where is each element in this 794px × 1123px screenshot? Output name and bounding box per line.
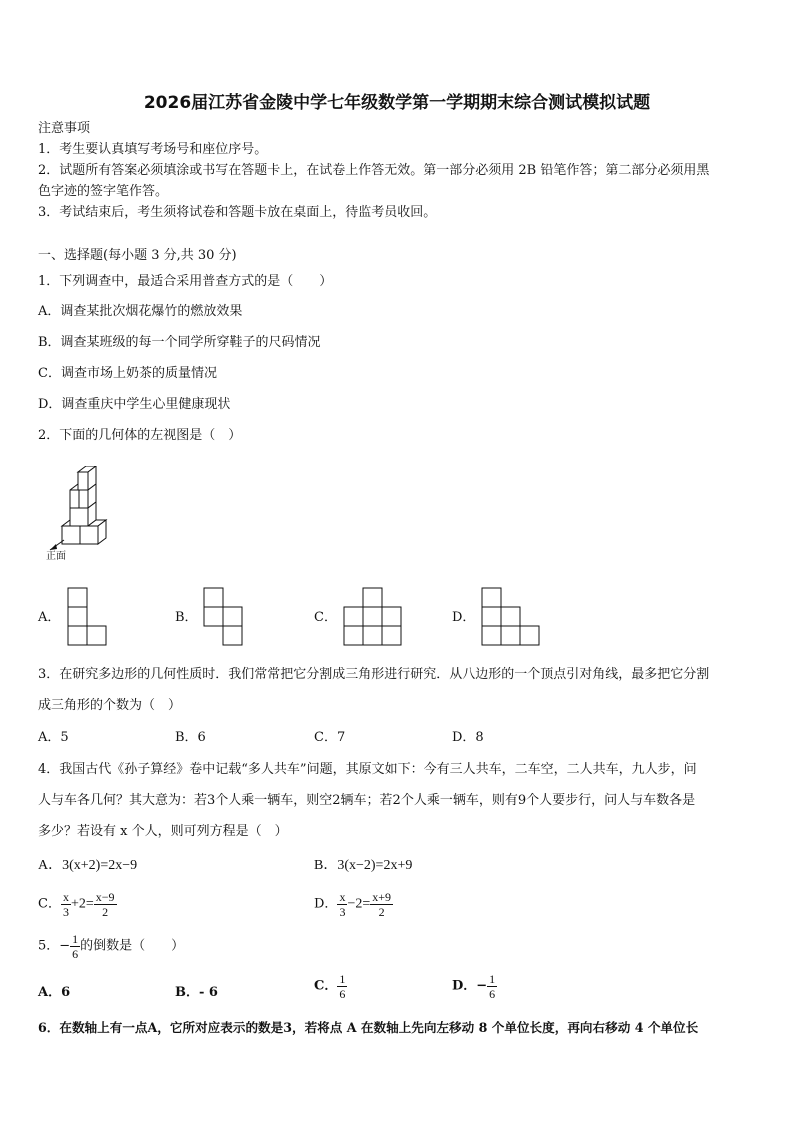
question-3-option-a: A．5 [38, 730, 69, 745]
question-1-option-b: B．调查某班级的每一个同学所穿鞋子的尺码情况 [38, 335, 321, 350]
note-item: 3．考试结束后，考生须将试卷和答题卡放在桌面上，待监考员收回。 [38, 205, 437, 220]
note-item: 色字迹的签字笔作答。 [38, 184, 169, 199]
view-option-c [343, 587, 405, 647]
fraction [61, 890, 71, 919]
section-heading: 一、选择题(每小题 3 分,共 30 分) [38, 248, 237, 263]
view-option-d [481, 587, 543, 647]
question-1-option-c: C．调查市场上奶茶的质量情况 [38, 366, 217, 381]
question-2-label-a: A． [38, 610, 61, 625]
question-3-option-d: D．8 [452, 730, 484, 745]
denominator: 2 [102, 905, 109, 919]
numerator: 1 [489, 972, 496, 986]
question-5-option-a: A．6 [38, 985, 71, 1000]
numerator: 1 [339, 972, 346, 986]
question-5-suffix: 的倒数是（ ） [80, 938, 185, 954]
operator: +2= [70, 896, 94, 912]
question-4-stem: 4．我国古代《孙子算经》卷中记载“多人共车”问题，其原文如下：今有三人共车，二车空，二人共车，九人步，问 [38, 762, 697, 777]
option-label: D．− [452, 978, 488, 994]
question-2-label-b: B． [175, 610, 198, 625]
denominator: 3 [62, 905, 69, 919]
question-1-option-a: A．调查某批次烟花爆竹的燃放效果 [38, 304, 243, 319]
question-3-stem: 成三角形的个数为（ ） [38, 698, 182, 713]
question-5-option-b: B．- 6 [175, 985, 218, 1000]
denominator: 3 [339, 905, 346, 919]
question-5-stem [38, 932, 184, 961]
question-5-option-c [314, 972, 347, 1001]
denominator: 6 [489, 987, 496, 1001]
denominator: 6 [339, 987, 346, 1001]
note-item: 1．考生要认真填写考场号和座位序号。 [38, 142, 268, 157]
question-1-option-d: D．调查重庆中学生心里健康现状 [38, 397, 231, 412]
option-label: D． [314, 896, 338, 912]
question-5-prefix: 5．− [38, 938, 71, 954]
denominator: 2 [378, 905, 385, 919]
note-item: 2．试题所有答案必须填涂或书写在答题卡上，在试卷上作答无效。第一部分必须用 2B 铅笔作答；第二部分必须用黑 [38, 163, 710, 178]
question-4-stem: 人与车各几何？其大意为：若3个人乘一辆车，则空2辆车；若2个人乘一辆车，则有9个人要步行，问人与车数各是 [38, 793, 696, 808]
option-label: C． [38, 896, 61, 912]
numerator: x+9 [372, 890, 392, 904]
question-4-option-b: B．3(x−2)=2x+9 [314, 858, 413, 873]
solid-figure [44, 466, 114, 558]
question-4-option-d [314, 890, 393, 919]
numerator: x−9 [95, 890, 115, 904]
denominator: 6 [72, 947, 79, 961]
page-title: 2026届江苏省金陵中学七年级数学第一学期期末综合测试模拟试题 [143, 93, 651, 113]
option-label: C． [314, 978, 338, 994]
front-label: 正面 [46, 551, 66, 562]
question-3-option-b: B．6 [175, 730, 206, 745]
view-option-b [203, 587, 245, 647]
question-4-option-a: A．3(x+2)=2x−9 [38, 858, 138, 873]
fraction [70, 932, 80, 961]
question-6-stem: 6．在数轴上有一点A，它所对应表示的数是3，若将点 A 在数轴上先向左移动 8 个单位长度，再向右移动 4 个单位长 [38, 1020, 699, 1035]
fraction [487, 972, 497, 1001]
fraction [337, 890, 347, 919]
question-4-stem: 多少？若设有 x 个人，则可列方程是（ ） [38, 824, 288, 839]
question-2-stem: 2．下面的几何体的左视图是（ ） [38, 428, 242, 443]
operator: −2= [347, 896, 371, 912]
question-2-label-c: C． [314, 610, 337, 625]
fraction [370, 890, 393, 919]
fraction [337, 972, 347, 1001]
fraction [94, 890, 117, 919]
question-4-option-c [38, 890, 117, 919]
question-5-option-d [452, 972, 497, 1001]
question-3-stem: 3．在研究多边形的几何性质时．我们常常把它分割成三角形进行研究．从八边形的一个顶点引对角线，最多把它分割 [38, 667, 710, 682]
view-option-a [67, 587, 109, 647]
question-2-label-d: D． [452, 610, 476, 625]
numerator: 1 [72, 932, 79, 946]
numerator: x [62, 890, 69, 904]
question-1-stem: 1．下列调查中，最适合采用普查方式的是（ ） [38, 274, 333, 289]
numerator: x [339, 890, 346, 904]
notes-heading: 注意事项 [38, 121, 91, 136]
question-3-option-c: C．7 [314, 730, 346, 745]
